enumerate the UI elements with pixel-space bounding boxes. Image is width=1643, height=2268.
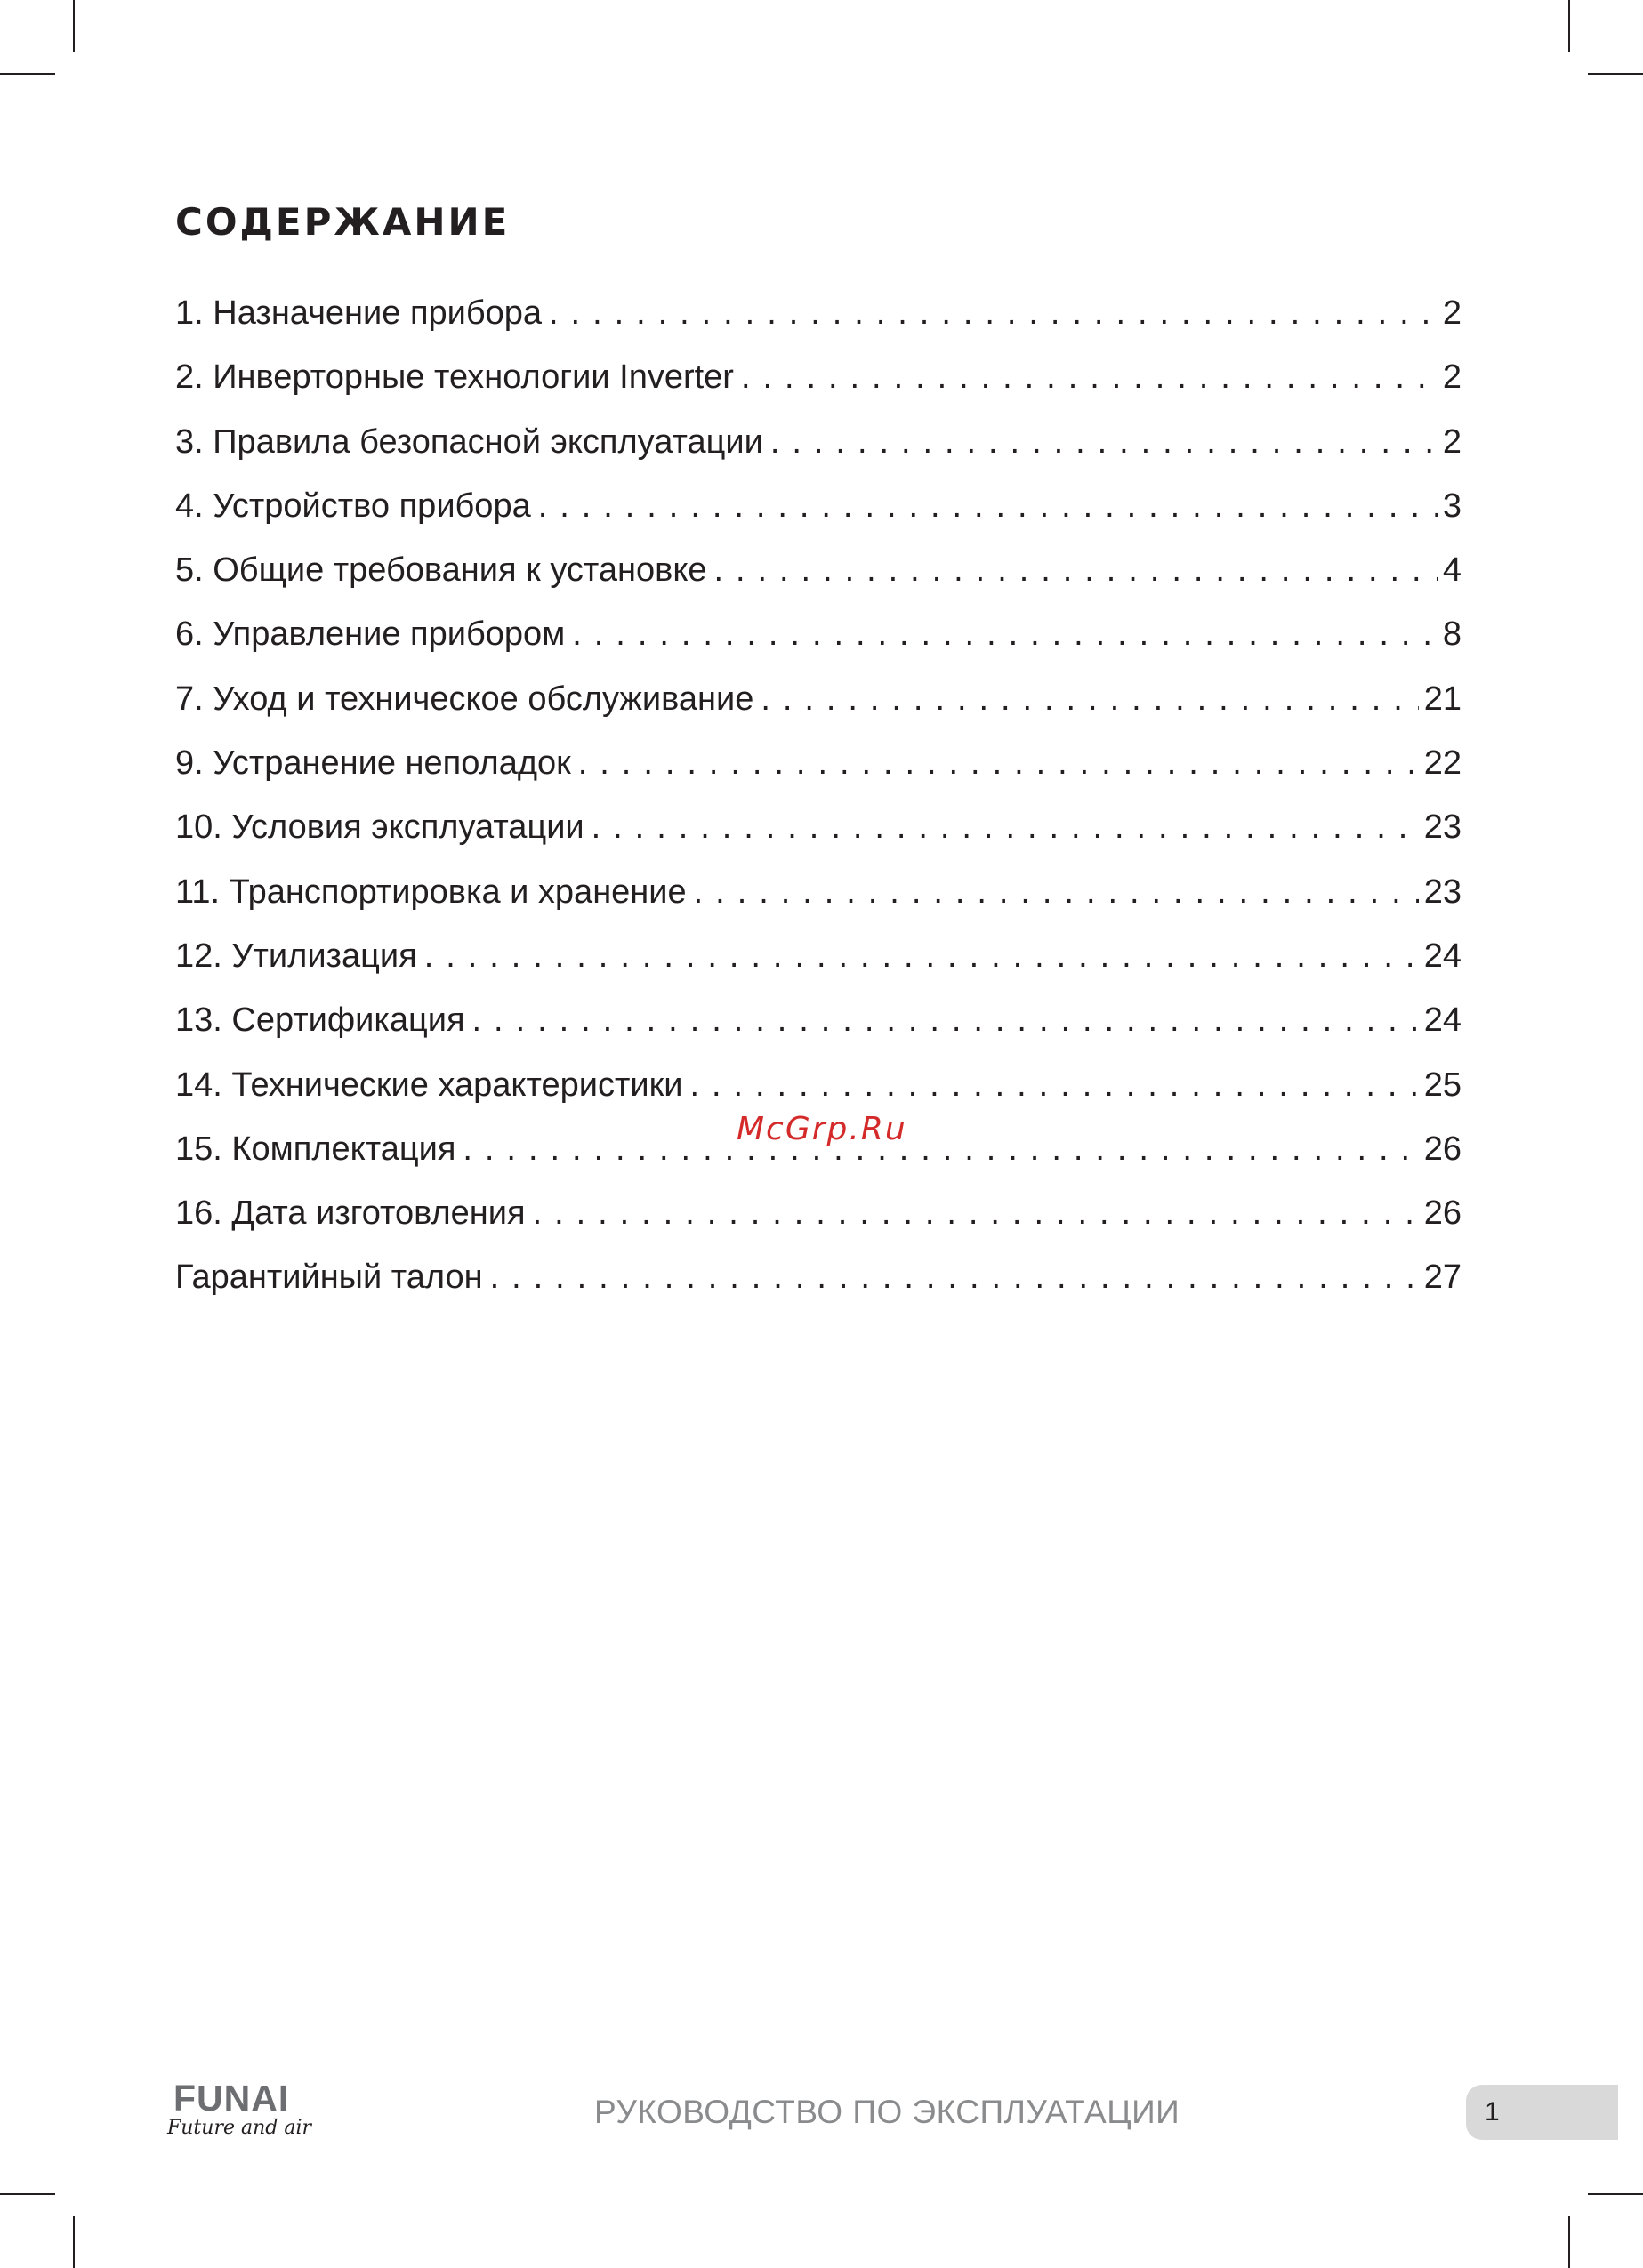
toc-entry[interactable] — [175, 479, 1462, 543]
crop-mark-bottom-right-horizontal — [1588, 2193, 1643, 2195]
toc-entry-page: 2 — [1442, 294, 1462, 332]
toc-dot-leader — [572, 607, 1438, 661]
page-title: СОДЕРЖАНИЕ — [175, 200, 511, 244]
toc-entry-page: 25 — [1423, 1066, 1462, 1104]
toc-entry-page: 26 — [1423, 1130, 1462, 1168]
toc-dot-leader — [472, 993, 1419, 1047]
toc-entry-label: 7. Уход и техническое обслуживание — [175, 680, 754, 718]
toc-entry-page: 8 — [1442, 615, 1462, 654]
toc-entry-page: 4 — [1442, 551, 1462, 590]
toc-entry-page: 21 — [1423, 680, 1462, 718]
toc-dot-leader — [770, 415, 1438, 469]
toc-dot-leader — [424, 929, 1419, 983]
toc-dot-leader — [533, 1186, 1419, 1240]
toc-dot-leader — [490, 1251, 1419, 1304]
toc-entry-label: 11. Транспортировка и хранение — [175, 873, 687, 911]
toc-entry[interactable] — [175, 607, 1462, 672]
toc-dot-leader — [463, 1122, 1418, 1176]
toc-entry-label: 16. Дата изготовления — [175, 1194, 526, 1233]
toc-entry-label: Гарантийный талон — [175, 1259, 483, 1297]
page-number: 1 — [1485, 2097, 1500, 2127]
toc-dot-leader — [578, 736, 1419, 790]
toc-entry[interactable] — [175, 672, 1462, 736]
toc-entry[interactable] — [175, 929, 1462, 993]
crop-mark-top-right-horizontal — [1588, 73, 1643, 75]
toc-entry-page: 24 — [1423, 1001, 1462, 1040]
toc-dot-leader — [538, 479, 1438, 533]
toc-entry-page: 2 — [1442, 358, 1462, 397]
crop-mark-bottom-right-vertical — [1568, 2216, 1570, 2268]
footer-manual-title: РУКОВОДСТВО ПО ЭКСПЛУАТАЦИИ — [594, 2094, 1180, 2130]
toc-entry-page: 23 — [1423, 873, 1462, 911]
toc-entry-page: 27 — [1423, 1259, 1462, 1297]
crop-mark-top-left-horizontal — [0, 73, 55, 75]
toc-entry[interactable] — [175, 865, 1462, 929]
toc-entry[interactable] — [175, 993, 1462, 1058]
brand-tagline: Future and air — [167, 2117, 312, 2139]
toc-entry-label: 12. Утилизация — [175, 937, 417, 975]
brand-name: FUNAI — [173, 2078, 290, 2119]
toc-dot-leader — [689, 1058, 1418, 1112]
toc-entry-page: 24 — [1423, 937, 1462, 975]
toc-entry[interactable] — [175, 1251, 1462, 1315]
toc-dot-leader — [761, 672, 1418, 726]
table-of-contents — [175, 286, 1462, 1315]
crop-mark-top-left-vertical — [73, 0, 75, 52]
toc-entry[interactable] — [175, 736, 1462, 800]
toc-entry-label: 14. Технические характеристики — [175, 1066, 683, 1104]
toc-entry-label: 13. Сертификация — [175, 1001, 465, 1040]
toc-entry[interactable] — [175, 286, 1462, 350]
toc-entry[interactable] — [175, 543, 1462, 607]
crop-mark-bottom-left-horizontal — [0, 2193, 55, 2195]
toc-entry-page: 2 — [1442, 422, 1462, 461]
toc-entry[interactable] — [175, 415, 1462, 479]
toc-entry-page: 22 — [1423, 744, 1462, 783]
watermark: McGrp.Ru — [737, 1111, 907, 1147]
toc-entry[interactable] — [175, 350, 1462, 414]
toc-entry[interactable] — [175, 800, 1462, 865]
brand-logo — [167, 2078, 334, 2143]
crop-mark-top-right-vertical — [1568, 0, 1570, 52]
toc-entry-label: 1. Назначение прибора — [175, 294, 543, 332]
toc-entry-label: 15. Комплектация — [175, 1130, 456, 1168]
toc-entry-label: 5. Общие требования к установке — [175, 551, 707, 590]
toc-dot-leader — [741, 350, 1438, 404]
toc-entry-label: 6. Управление прибором — [175, 615, 566, 654]
toc-dot-leader — [592, 800, 1419, 854]
toc-entry-page: 26 — [1423, 1194, 1462, 1233]
toc-entry-label: 2. Инверторные технологии Inverter — [175, 358, 734, 397]
toc-entry-label: 9. Устранение неполадок — [175, 744, 571, 783]
toc-dot-leader — [549, 286, 1438, 340]
toc-entry-label: 3. Правила безопасной эксплуатации — [175, 422, 763, 461]
toc-entry-label: 10. Условия эксплуатации — [175, 808, 584, 847]
toc-entry-label: 4. Устройство прибора — [175, 487, 531, 525]
toc-entry[interactable] — [175, 1186, 1462, 1251]
toc-entry-page: 3 — [1442, 487, 1462, 525]
crop-mark-bottom-left-vertical — [73, 2216, 75, 2268]
page-number-tab — [1466, 2085, 1618, 2140]
toc-dot-leader — [694, 865, 1419, 919]
toc-dot-leader — [714, 543, 1438, 597]
toc-entry-page: 23 — [1423, 808, 1462, 847]
